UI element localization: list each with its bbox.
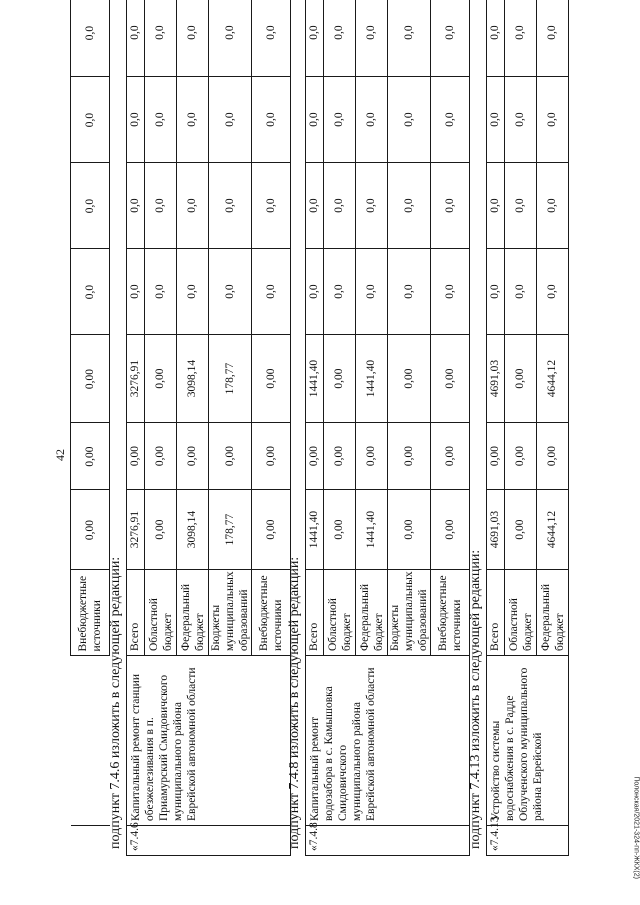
value-cell: 0,00 [431,335,470,423]
value-cell: 1441,40 [306,335,324,423]
value-cell: 3098,14 [177,335,209,423]
value-cell: 1441,40 [356,335,388,423]
value-cell: 0,0 [487,249,505,335]
value-cell: 0,00 [537,423,569,490]
source-cell: Внебюджетные источники [71,570,110,656]
item-number: «7.4.6 [127,826,291,856]
value-cell: 178,77 [209,490,252,570]
value-cell: 0,00 [127,423,145,490]
source-cell: Федеральный бюджет [537,570,569,656]
value-cell: 0,0 [71,249,110,335]
value-cell: 178,77 [209,335,252,423]
value-cell: 0,0 [145,249,177,335]
value-cell: 0,0 [537,77,569,163]
value-cell: 3098,14 [177,490,209,570]
value-cell: 0,0 [209,163,252,249]
value-cell: 0,00 [71,490,110,570]
blank-cell [71,656,110,826]
value-cell: 0,00 [177,423,209,490]
value-cell: 3276,91 [127,490,145,570]
value-cell: 0,0 [388,77,431,163]
value-cell: 0,00 [252,423,291,490]
value-cell: 4644,12 [537,490,569,570]
value-cell: 0,0 [388,249,431,335]
value-cell: 0,00 [388,490,431,570]
value-cell: 0,0 [388,0,431,77]
value-cell: 0,00 [505,423,537,490]
value-cell: 0,00 [487,423,505,490]
value-cell: 0,0 [324,249,356,335]
value-cell: 1441,40 [356,490,388,570]
value-cell: 0,0 [505,77,537,163]
source-cell: Внебюджетные источники [252,570,291,656]
table-row [127,0,145,856]
value-cell: 0,0 [487,77,505,163]
value-cell: 0,0 [209,77,252,163]
section-heading-7-4-8: подпункт 7.4.8 изложить в следующей редакции: [287,556,302,849]
table [305,0,470,856]
value-cell: 0,0 [356,77,388,163]
value-cell: 0,0 [388,163,431,249]
value-cell: 0,00 [145,335,177,423]
value-cell: 0,0 [324,163,356,249]
value-cell: 1441,40 [306,490,324,570]
source-cell: Бюджеты муниципальных образований [209,570,252,656]
value-cell: 0,0 [252,163,291,249]
value-cell: 0,0 [127,249,145,335]
value-cell: 0,0 [252,0,291,77]
table [126,0,291,856]
value-cell: 0,00 [324,335,356,423]
source-cell: Бюджеты муниципальных образований [388,570,431,656]
source-cell: Областной бюджет [145,570,177,656]
table-7-4-13 [486,0,636,856]
document-footer: Полонская/2021-324-пп-ЖКХ(2) [633,776,640,879]
value-cell: 0,0 [71,163,110,249]
table-continuation [70,0,110,856]
value-cell: 0,00 [71,335,110,423]
value-cell: 0,00 [252,490,291,570]
source-cell: Всего [487,570,505,656]
value-cell: 0,0 [537,249,569,335]
value-cell: 0,0 [209,0,252,77]
section-heading-7-4-13: подпункт 7.4.13 изложить в следующей редакции: [468,549,483,849]
value-cell: 0,0 [356,0,388,77]
value-cell: 0,0 [127,163,145,249]
value-cell: 0,00 [388,335,431,423]
table-7-4-6 [126,0,291,856]
section-heading-7-4-6: подпункт 7.4.6 изложить в следующей редакции: [108,556,123,849]
value-cell: 0,00 [306,423,324,490]
source-cell: Федеральный бюджет [356,570,388,656]
value-cell: 0,0 [537,163,569,249]
value-cell: 3276,91 [127,335,145,423]
value-cell: 0,0 [324,77,356,163]
value-cell: 0,0 [306,163,324,249]
value-cell: 0,0 [431,249,470,335]
value-cell: 0,0 [71,77,110,163]
value-cell: 0,0 [177,77,209,163]
value-cell: 0,0 [537,0,569,77]
value-cell: 0,00 [356,423,388,490]
value-cell: 0,0 [145,0,177,77]
table-7-4-8 [305,0,470,856]
value-cell: 0,0 [127,77,145,163]
value-cell: 0,0 [505,163,537,249]
value-cell: 0,00 [209,423,252,490]
value-cell: 0,0 [145,163,177,249]
table [70,0,110,856]
value-cell: 0,0 [505,0,537,77]
value-cell: 0,00 [431,423,470,490]
value-cell: 0,0 [306,249,324,335]
value-cell: 0,0 [252,249,291,335]
value-cell: 0,00 [252,335,291,423]
source-cell: Внебюджетные источники [431,570,470,656]
value-cell: 0,0 [209,249,252,335]
value-cell: 0,00 [505,335,537,423]
value-cell: 0,0 [145,77,177,163]
value-cell: 0,00 [388,423,431,490]
table-row [487,0,505,856]
value-cell: 0,0 [431,0,470,77]
item-name: Капитальный ремонт станции обезжелезивания в п. Приамурский Смидовичского муниципального района Еврейской автономной области [127,656,291,826]
value-cell: 0,0 [177,249,209,335]
value-cell: 0,0 [71,0,110,77]
value-cell: 0,0 [431,77,470,163]
blank-cell [71,826,110,856]
source-cell: Федеральный бюджет [177,570,209,656]
value-cell: 4691,03 [487,490,505,570]
value-cell: 0,0 [252,77,291,163]
item-name: Капитальный ремонт водозабора в с. Камышовка Смидовичского муниципального района Еврейской автономной области [306,656,470,826]
page-number: 42 [53,449,67,461]
source-cell: Областной бюджет [324,570,356,656]
value-cell: 4644,12 [537,335,569,423]
item-number: «7.4.8 [306,826,470,856]
value-cell: 0,0 [487,163,505,249]
value-cell: 0,0 [356,163,388,249]
table-row [71,0,110,856]
table [486,0,569,856]
value-cell: 0,0 [324,0,356,77]
value-cell: 0,00 [505,490,537,570]
value-cell: 0,00 [145,490,177,570]
value-cell: 0,0 [306,77,324,163]
value-cell: 0,00 [324,423,356,490]
value-cell: 0,0 [127,0,145,77]
source-cell: Всего [306,570,324,656]
value-cell: 0,00 [431,490,470,570]
value-cell: 0,0 [177,163,209,249]
table-row [306,0,324,856]
value-cell: 0,00 [71,423,110,490]
value-cell: 0,0 [431,163,470,249]
value-cell: 0,0 [177,0,209,77]
value-cell: 0,00 [145,423,177,490]
item-number: «7.4.13 [487,826,569,856]
value-cell: 4691,03 [487,335,505,423]
value-cell: 0,0 [356,249,388,335]
item-name: Устройство системы водоснабжения в с. Радде Облученского муниципального района Еврейской [487,656,569,826]
value-cell: 0,0 [306,0,324,77]
source-cell: Всего [127,570,145,656]
value-cell: 0,0 [505,249,537,335]
value-cell: 0,0 [487,0,505,77]
source-cell: Областной бюджет [505,570,537,656]
value-cell: 0,00 [324,490,356,570]
